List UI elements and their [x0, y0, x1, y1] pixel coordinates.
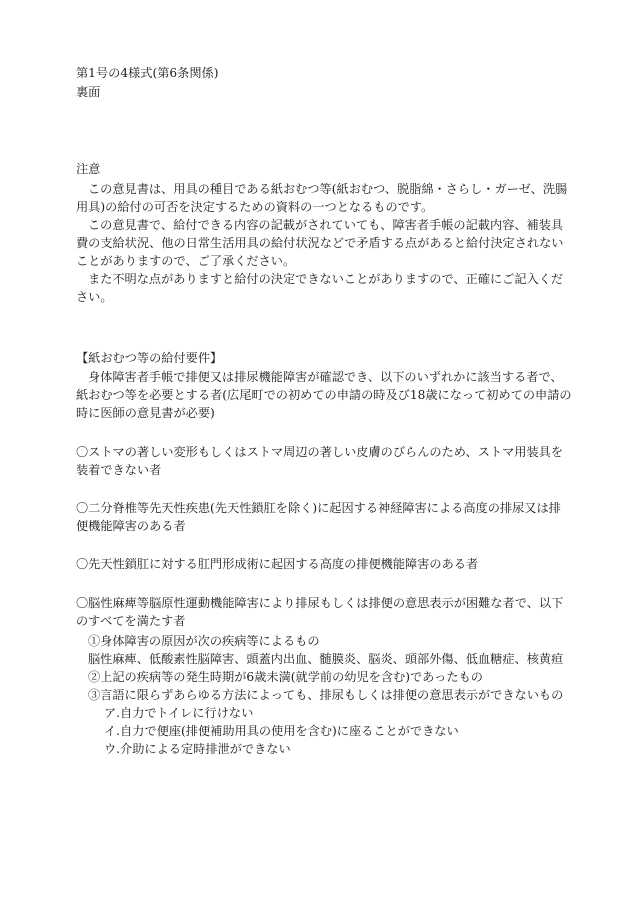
condition-list: [76, 632, 572, 758]
requirement-item: 〇二分脊椎等先天性疾患(先天性鎖肛を除く)に起因する神経障害による高度の排尿又は排便機能障害のある者: [76, 501, 561, 533]
requirements-intro: 身体障害者手帳で排便又は排尿機能障害が確認でき、以下のいずれかに該当する者で、紙おむつ等を必要とする者(広尾町での初めての申請の時及び18歳になって初めての申請の時に医師の意見書が必要): [76, 370, 572, 420]
condition-item: ①身体障害の原因が次の疾病等によるもの: [88, 634, 320, 648]
requirement-item: 〇脳性麻痺等脳原性運動機能障害により排尿もしくは排便の意思表示が困難な者で、以下のすべてを満たす者: [76, 596, 564, 628]
notice-paragraph: また不明な点がありますと給付の決定できないことがありますので、正確にご記入ください。: [76, 272, 564, 304]
requirements-heading: 【紙おむつ等の給付要件】: [76, 351, 223, 365]
disease-list: 脳性麻痺、低酸素性脳障害、頭蓋内出血、髄膜炎、脳炎、頭部外傷、低血糖症、核黄疸: [88, 652, 564, 666]
form-number: 第1号の4様式(第6条関係): [76, 66, 219, 80]
notice-paragraph: この意見書で、給付できる内容の記載がされていても、障害者手帳の記載内容、補装具費の支給状況、他の日常生活用具の給付状況などで矛盾する点があると給付決定されないことがありますので、ご了承ください。: [76, 218, 564, 268]
page-side-label: 裏面: [76, 85, 101, 99]
sub-condition: イ.自力で便座(排便補助用具の使用を含む)に座ることができない: [104, 724, 459, 738]
sub-condition: ウ.介助による定時排泄ができない: [104, 742, 291, 756]
condition-item: ②上記の疾病等の発生時期が6歳未満(就学前の幼児を含む)であったもの: [88, 670, 483, 684]
notice-body: [76, 180, 572, 306]
requirement-item: 〇先天性鎖肛に対する肛門形成術に起因する高度の排便機能障害のある者: [76, 557, 479, 571]
requirement-item: 〇ストマの著しい変形もしくはストマ周辺の著しい皮膚のびらんのため、ストマ用装具を装着できない者: [76, 445, 564, 477]
condition-item: ③言語に限らずあらゆる方法によっても、排尿もしくは排便の意思表示ができないもの: [88, 688, 564, 702]
notice-heading: 注意: [76, 162, 101, 176]
notice-paragraph: この意見書は、用具の種目である紙おむつ等(紙おむつ、脱脂綿・さらし・ガーゼ、洗腸用具)の給付の可否を決定するための資料の一つとなるものです。: [76, 182, 568, 214]
sub-condition: ア.自力でトイレに行けない: [104, 706, 254, 720]
